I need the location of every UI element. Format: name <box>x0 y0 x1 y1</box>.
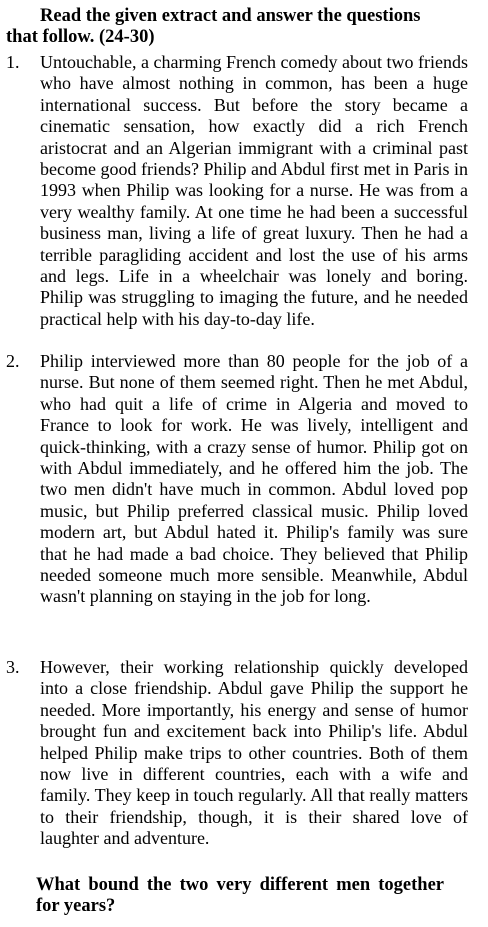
paragraph-text: Philip interviewed more than 80 people for the job of a nurse. But none of them seemed right. Then he met Abdul, who had quit a life of crime in Algeria and moved to France to look for work. He was lively, intelligent and quick-thinking, with a crazy sense of humor. Philip got on with Abdul immediately, and he offered him the job. The two men didn't have much in common. Abdul loved pop music, but Philip preferred classical music. Philip loved modern art, but Abdul hated it. Philip's family was sure that he had made a bad choice. They believed that Philip needed someone much more sensible. Meanwhile, Abdul wasn't planning on staying in the job for long. <box>40 351 468 607</box>
paragraph-1 <box>6 52 468 330</box>
paragraph-number: 2. <box>6 351 20 371</box>
paragraph-number: 3. <box>6 657 20 677</box>
instruction-heading <box>6 6 468 48</box>
paragraph-number: 1. <box>6 52 20 72</box>
instruction-line-2: that follow. (24-30) <box>6 27 155 47</box>
paragraph-3 <box>6 657 468 850</box>
question-text: What bound the two very different men together for years? <box>36 875 444 916</box>
paragraph-text: Untouchable, a charming French comedy about two friends who have almost nothing in common, has been a huge international success. But before the story became a cinematic sensation, how exactly did a rich French aristocrat and an Algerian immigrant with a criminal past become good friends? Philip and Abdul first met in Paris in 1993 when Philip was looking for a nurse. He was from a very wealthy family. At one time he had been a successful business man, living a life of great luxury. Then he had a terrible paragliding accident and lost the use of his arms and legs. Life in a wheelchair was lonely and boring. Philip was struggling to imaging the future, and he needed practical help with his day-to-day life. <box>40 52 468 329</box>
paragraph-2 <box>6 351 468 608</box>
paragraph-text: However, their working relationship quickly developed into a close friendship. Abdul gave Philip the support he needed. More importantly, his energy and sense of humor brought fun and excitement back into Philip's life. Abdul helped Philip make trips to other countries. Both of them now live in different countries, each with a wife and family. They keep in touch regularly. All that really matters to their friendship, though, it is their shared love of laughter and adventure. <box>40 657 468 849</box>
instruction-line-1: Read the given extract and answer the questions <box>40 6 421 26</box>
